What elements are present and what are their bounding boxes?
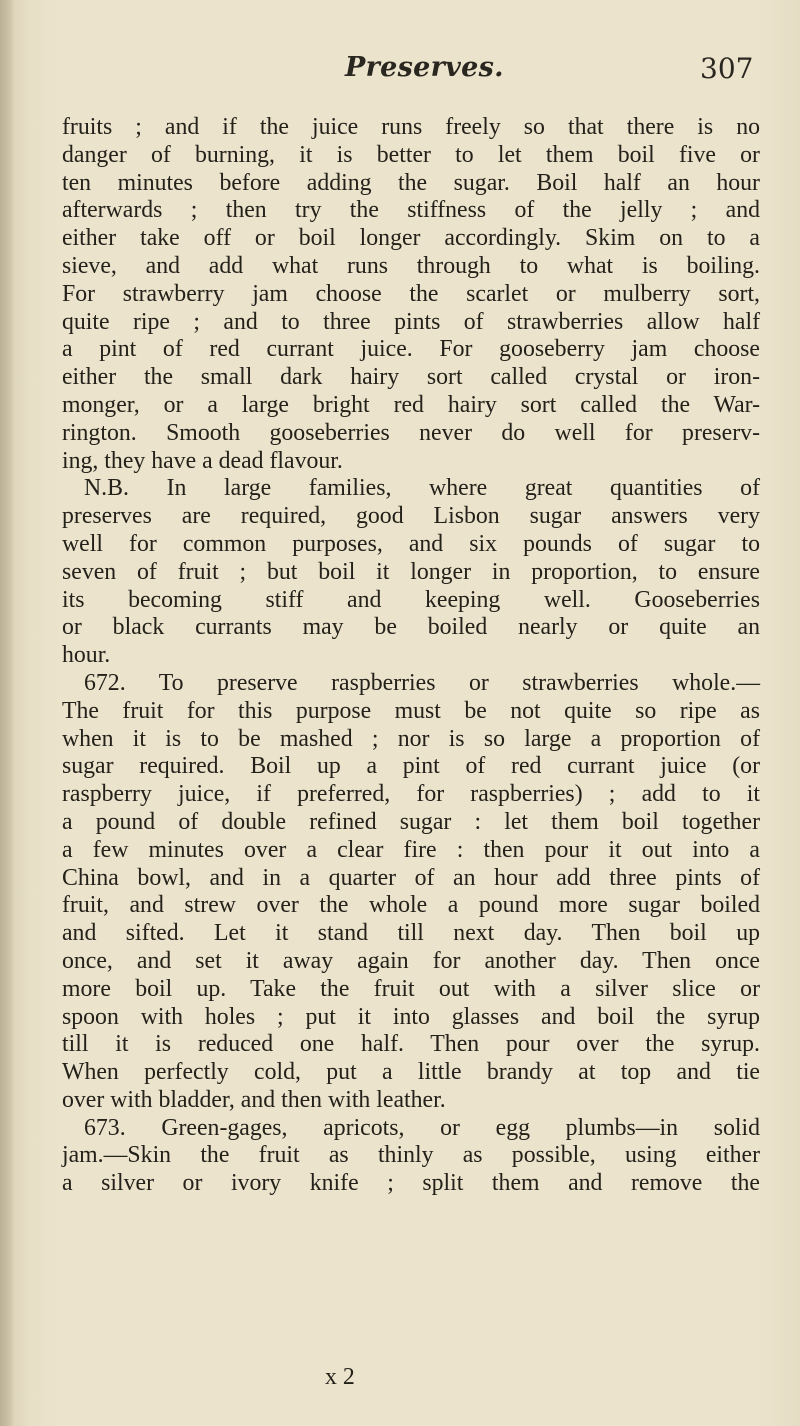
page-title: Preserves. [345,52,504,83]
text-line: well for common purposes, and six pounds of sugar to [62,530,760,557]
text-line: a pint of red currant juice. For gooseberry jam choose [62,336,760,363]
text-line: a pound of double refined sugar : let them boil together [62,808,760,835]
text-line: N.B. In large families, where great quantities of [84,475,760,502]
text-line: raspberry juice, if preferred, for raspberries) ; add to it [62,781,760,808]
text-line: ten minutes before adding the sugar. Boil half an hour [62,169,760,196]
text-line: China bowl, and in a quarter of an hour add three pints of [62,864,760,891]
text-line: either the small dark hairy sort called crystal or iron- [62,364,760,391]
text-line: jam.—Skin the fruit as thinly as possible, using either [62,1142,760,1169]
text-line: once, and set it away again for another day. Then once [62,947,760,974]
text-line: fruit, and strew over the whole a pound more sugar boiled [62,892,760,919]
text-line: over with bladder, and then with leather. [62,1086,446,1113]
text-line: preserves are required, good Lisbon sugar answers very [62,503,760,530]
text-line: a silver or ivory knife ; split them and remove the [62,1170,760,1197]
text-line: The fruit for this purpose must be not quite so ripe as [62,697,760,724]
body-text [62,114,760,1198]
text-line: quite ripe ; and to three pints of strawberries allow half [62,308,760,335]
text-line: sugar required. Boil up a pint of red currant juice (or [62,753,760,780]
recipe-heading-672: 672. To preserve raspberries or strawberries whole.— [84,669,760,696]
text-line: seven of fruit ; but boil it longer in proportion, to ensure [62,558,760,585]
text-line: sieve, and add what runs through to what is boiling. [62,252,760,279]
text-line: rington. Smooth gooseberries never do well for preserv- [62,419,760,446]
running-head [0,52,800,96]
text-line: fruits ; and if the juice runs freely so that there is no [62,114,760,140]
signature-mark: x 2 [325,1364,355,1390]
recipe-heading-673: 673. Green-gages, apricots, or egg plumbs—in solid [84,1114,760,1141]
text-line: or black currants may be boiled nearly or quite an [62,614,760,641]
text-line: either take off or boil longer accordingly. Skim on to a [62,225,760,252]
text-line: when it is to be mashed ; nor is so large a proportion of [62,725,760,752]
text-line: a few minutes over a clear fire : then pour it out into a [62,836,760,863]
text-line: afterwards ; then try the stiffness of the jelly ; and [62,197,760,224]
page-gutter-shadow [0,0,14,1426]
text-line: danger of burning, it is better to let them boil five or [62,141,760,168]
text-line: For strawberry jam choose the scarlet or mulberry sort, [62,280,760,307]
text-line: ing, they have a dead flavour. [62,447,343,474]
text-line: hour. [62,642,111,669]
text-line: its becoming stiff and keeping well. Gooseberries [62,586,760,613]
text-line: spoon with holes ; put it into glasses and boil the syrup [62,1003,760,1030]
text-line: more boil up. Take the fruit out with a silver slice or [62,975,760,1002]
text-line: monger, or a large bright red hairy sort called the War- [62,391,760,418]
text-line: When perfectly cold, put a little brandy at top and tie [62,1059,760,1086]
text-line: and sifted. Let it stand till next day. Then boil up [62,920,760,947]
page-number: 307 [700,52,754,85]
text-line: till it is reduced one half. Then pour over the syrup. [62,1031,760,1058]
